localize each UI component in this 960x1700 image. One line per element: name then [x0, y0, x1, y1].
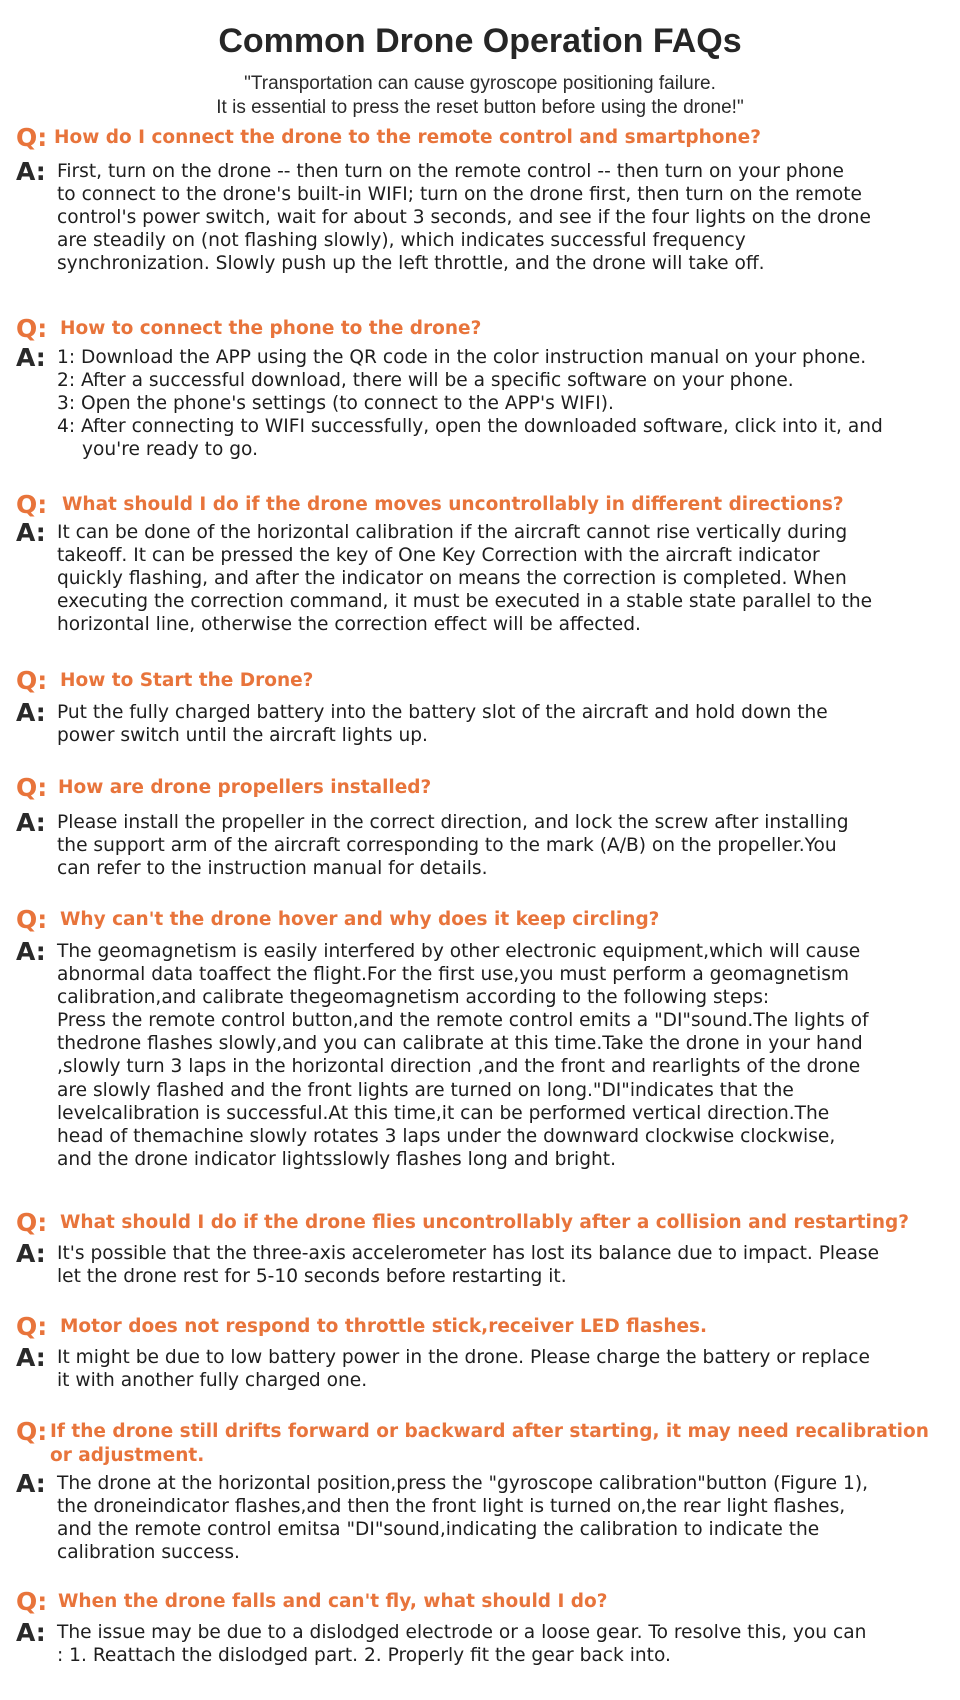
question-marker: Q: — [16, 1417, 48, 1446]
answer-row — [16, 157, 946, 275]
answer-row — [16, 1239, 946, 1288]
question-marker: Q: — [16, 905, 48, 934]
step-item: 1: Download the APP using the QR code in the color instruction manual on your phone. — [57, 347, 867, 368]
faq-item-9 — [16, 1417, 946, 1564]
answer-text: The geomagnetism is easily interfered by other electronic equipment,which will cause abnormal data toaffect the flight.For the first use,you must perform a geomagnetism calibration,and calibrate thegeomagnetism according to the following steps: Press the remote control button,and the remote control emits a "DI"sound.The lights of thedrone flashes slowly,and you can calibrate at this time.Take the drone in your hand ,slowly turn 3 laps in the horizontal direction ,and the front and rearlights of the drone are slowly flashed and the front lights are turned on long."DI"indicates that the levelcalibration is successful.At this time,it can be performed vertical direction.The head of themachine slowly rotates 3 laps under the downward clockwise clockwise, and the drone indicator lightsslowly flashes long and bright. — [57, 941, 869, 1170]
answer-text: First, turn on the drone -- then turn on the remote control -- then turn on your phone to connect to the drone's built-in WIFI; turn on the drone first, then turn on the remote control's power switch, wait for about 3 seconds, and see if the four lights on the drone are steadily on (not flashing slowly), which indicates successful frequency synchronization. Slowly push up the left throttle, and the drone will take off. — [57, 161, 871, 275]
question-row — [16, 1417, 946, 1470]
answer-text: It can be done of the horizontal calibration if the aircraft cannot rise vertically during takeoff. It can be pressed the key of One Key Correction with the aircraft indicator quickly flashing, and after the indicator on means the correction is completed. When executing the correction command, it must be executed in a stable state parallel to the horizontal line, otherwise the correction effect will be affected. — [57, 522, 873, 636]
question-marker: Q: — [16, 1208, 48, 1237]
question-text: If the drone still drifts forward or backward after starting, it may need recalibration or adjustment. — [50, 1421, 929, 1466]
subtitle-line-2: It is essential to press the reset button before using the drone!" — [216, 97, 744, 118]
answer-marker: A: — [16, 808, 46, 837]
question-text: How to connect the phone to the drone? — [60, 318, 482, 339]
answer-text: The issue may be due to a dislodged electrode or a loose gear. To resolve this, you can : 1. Reattach the dislodged part. 2. Properly fit the gear back into. — [57, 1622, 867, 1667]
answer-marker: A: — [16, 1343, 46, 1372]
question-marker: Q: — [16, 1312, 48, 1341]
answer-row — [16, 808, 946, 880]
page-subtitle — [0, 72, 960, 120]
question-text: How are drone propellers installed? — [58, 777, 432, 798]
question-row — [16, 490, 946, 523]
faq-item-4 — [16, 666, 946, 747]
answer-marker: A: — [16, 698, 46, 727]
answer-text: Please install the propeller in the correct direction, and lock the screw after installing the support arm of the aircraft corresponding to the mark (A/B) on the propeller.You can refer to the instruction manual for details. — [57, 812, 849, 880]
answer-row — [16, 518, 946, 636]
answer-marker: A: — [16, 937, 46, 966]
question-row — [16, 1587, 946, 1620]
faq-item-8 — [16, 1312, 946, 1392]
question-text: Why can't the drone hover and why does it keep circling? — [60, 909, 660, 930]
answer-marker: A: — [16, 1618, 46, 1647]
faq-item-10 — [16, 1587, 946, 1667]
answer-marker: A: — [16, 518, 46, 547]
answer-marker: A: — [16, 343, 46, 372]
question-marker: Q: — [16, 1587, 48, 1616]
page-title: Common Drone Operation FAQs — [218, 22, 742, 60]
subtitle-line-1: "Transportation can cause gyroscope positioning failure. — [244, 73, 716, 94]
faq-item-1 — [16, 123, 946, 275]
question-text: What should I do if the drone moves uncontrollably in different directions? — [62, 494, 844, 515]
question-row — [16, 905, 946, 938]
answer-row — [16, 698, 946, 747]
question-row — [16, 1208, 946, 1241]
faq-item-3 — [16, 490, 946, 636]
question-text: How do I connect the drone to the remote control and smartphone? — [54, 127, 761, 148]
faq-item-5 — [16, 773, 946, 880]
faq-item-6 — [16, 905, 946, 1171]
question-marker: Q: — [16, 123, 48, 152]
answer-row — [16, 1343, 946, 1392]
step-item: 3: Open the phone's settings (to connect to the APP's WIFI). — [57, 393, 614, 415]
answer-row — [16, 937, 946, 1171]
answer-marker: A: — [16, 1239, 46, 1268]
answer-row — [16, 1469, 946, 1564]
question-marker: Q: — [16, 314, 48, 343]
question-marker: Q: — [16, 666, 48, 695]
answer-marker: A: — [16, 1469, 46, 1498]
answer-text: Put the fully charged battery into the battery slot of the aircraft and hold down the power switch until the aircraft lights up. — [57, 702, 828, 747]
answer-text: It's possible that the three-axis accelerometer has lost its balance due to impact. Please let the drone rest for 5-10 seconds before restarting it. — [57, 1243, 880, 1288]
answer-row — [16, 1618, 946, 1667]
faq-item-7 — [16, 1208, 946, 1288]
question-marker: Q: — [16, 490, 48, 519]
answer-text: It might be due to low battery power in the drone. Please charge the battery or replace it with another fully charged one. — [57, 1347, 870, 1392]
step-item: 4: After connecting to WIFI successfully, open the downloaded software, click into it, and you're ready to go. — [57, 416, 883, 461]
step-item: 2: After a successful download, there will be a specific software on your phone. — [57, 370, 794, 392]
question-row — [16, 123, 946, 156]
question-text: When the drone falls and can't fly, what should I do? — [58, 1591, 608, 1612]
question-text: What should I do if the drone flies uncontrollably after a collision and restarting? — [60, 1212, 909, 1233]
question-row — [16, 666, 946, 699]
question-row — [16, 773, 946, 806]
question-text: How to Start the Drone? — [60, 670, 314, 691]
steps-list — [57, 346, 946, 461]
question-row — [16, 1312, 946, 1345]
question-row — [16, 314, 946, 347]
question-text: Motor does not respond to throttle stick,receiver LED flashes. — [60, 1316, 708, 1337]
question-marker: Q: — [16, 773, 48, 802]
answer-row — [16, 343, 946, 461]
answer-marker: A: — [16, 157, 46, 186]
faq-item-2 — [16, 314, 946, 461]
answer-text: The drone at the horizontal position,press the "gyroscope calibration"button (Figure 1), the droneindicator flashes,and then the front light is turned on,the rear light flashes, and the remote control emitsa "DI"sound,indicating the calibration to indicate the calibration success. — [57, 1473, 868, 1564]
